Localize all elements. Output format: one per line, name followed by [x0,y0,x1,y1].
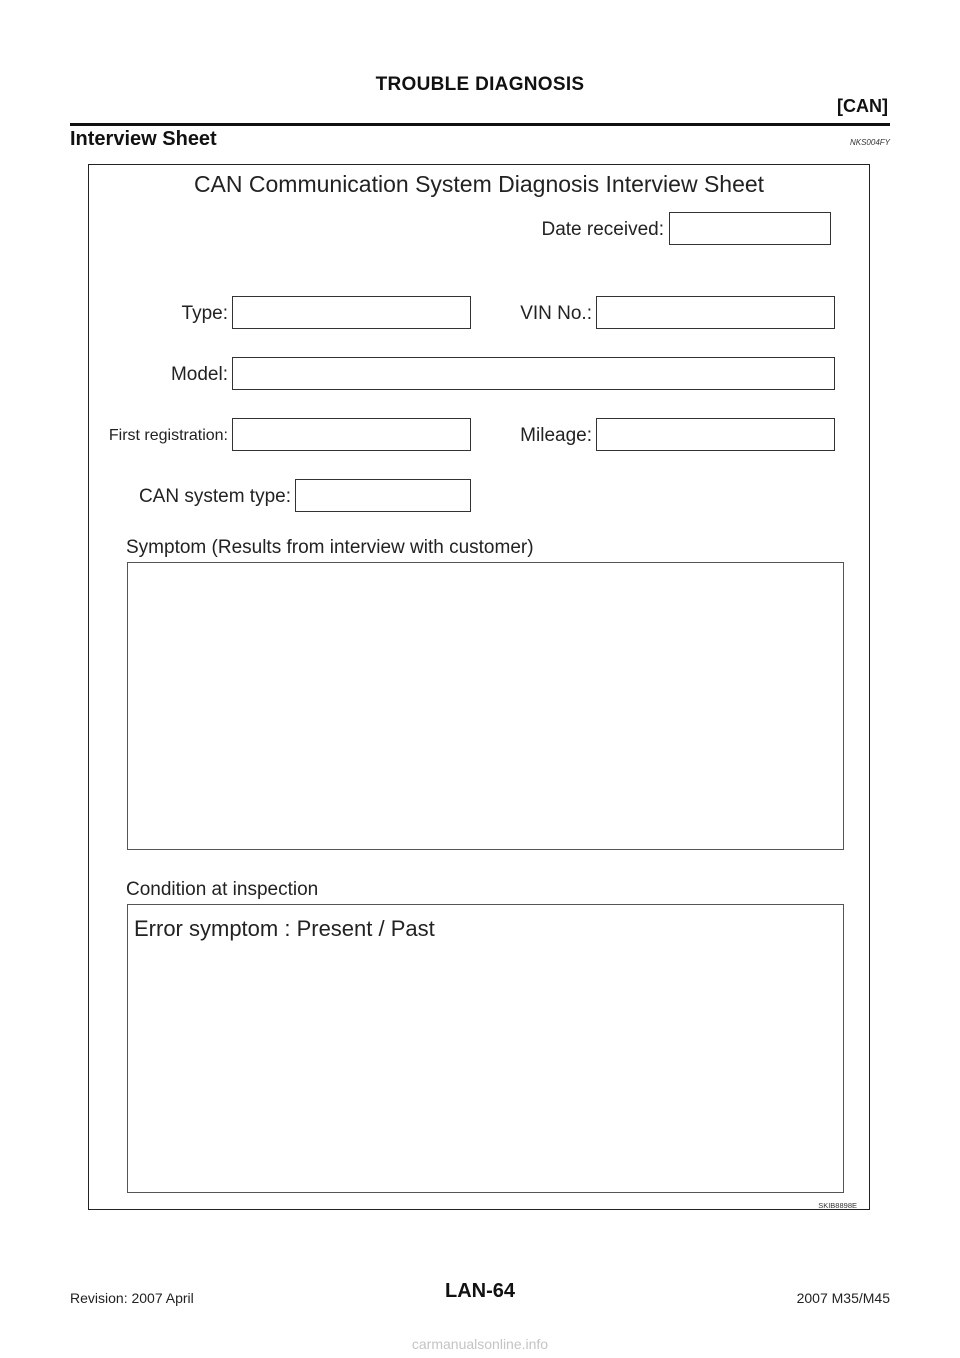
watermark: carmanualsonline.info [411,1336,549,1352]
vin-field[interactable] [596,296,835,329]
section-title: Interview Sheet [70,128,217,150]
page-header-title: TROUBLE DIAGNOSIS [375,74,585,95]
date-received-field[interactable] [669,212,831,245]
footer-page-number: LAN-64 [444,1280,515,1302]
type-label: Type: [181,303,228,324]
mileage-label: Mileage: [520,425,592,446]
mileage-field[interactable] [596,418,835,451]
sheet-title: CAN Communication System Diagnosis Interview Sheet [193,171,765,197]
header-rule [70,123,890,126]
can-system-type-label: CAN system type: [138,486,291,507]
first-registration-field[interactable] [232,418,471,451]
page-section-tag: [CAN] [837,96,888,116]
condition-area[interactable] [127,904,844,1193]
section-code: NKS004FY [849,138,890,147]
vin-label: VIN No.: [520,303,592,324]
error-symptom-text: Error symptom : Present / Past [134,916,435,941]
condition-label: Condition at inspection [126,879,319,900]
figure-code: SKIB8898E [818,1201,857,1210]
symptom-area[interactable] [127,562,844,850]
model-field[interactable] [232,357,835,390]
type-field[interactable] [232,296,471,329]
model-label: Model: [170,364,228,385]
first-registration-label: First registration: [108,427,228,444]
footer-revision: Revision: 2007 April [70,1290,194,1306]
can-system-type-field[interactable] [295,479,471,512]
date-received-label: Date received: [541,219,664,240]
symptom-label: Symptom (Results from interview with customer) [126,537,534,558]
footer-model: 2007 M35/M45 [796,1290,890,1306]
